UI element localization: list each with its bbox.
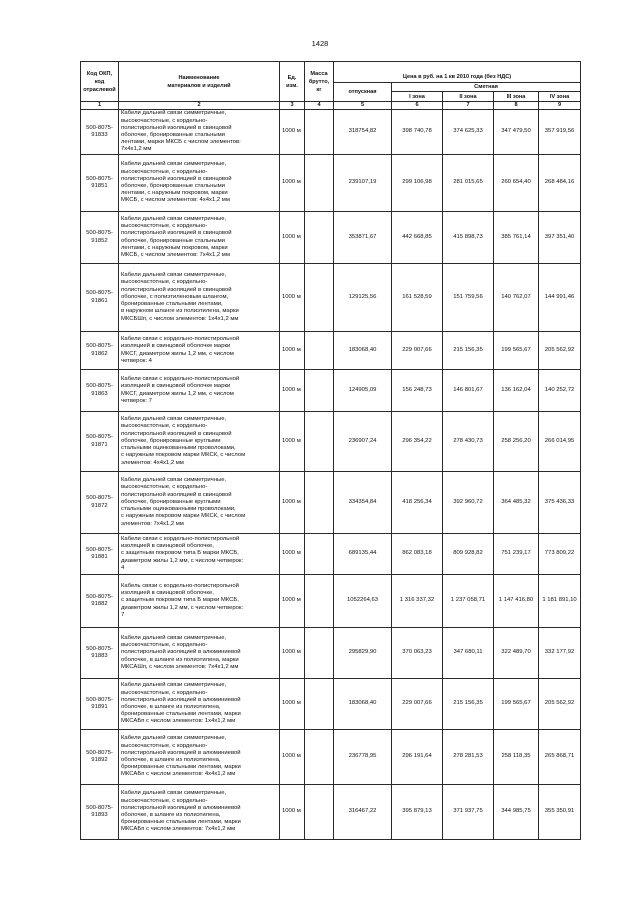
- table-body: [81, 102, 581, 840]
- material-name-line: изоляцией в свинцовой оболочке,: [121, 543, 214, 550]
- header-line: брутто,: [308, 78, 330, 85]
- zone-3-price-cell: 344 985,75: [494, 785, 539, 840]
- material-name-line: Кабели дальней связи симметричные,: [121, 416, 227, 423]
- zone-2-price-cell: 374 625,33: [443, 110, 494, 155]
- column-number: 6: [392, 102, 443, 110]
- material-name-line: изоляцией в свинцовой оболочке марки: [121, 343, 231, 350]
- zone-2-price-cell: 392 960,72: [443, 472, 494, 534]
- okp-code-line: 91881: [91, 554, 108, 560]
- material-name-line: диаметром жилы 1,2 мм, с числом четверок:: [121, 604, 244, 611]
- zone-1-price-cell: 296 354,22: [392, 412, 443, 472]
- table-row: [81, 785, 581, 840]
- material-name-line: полистирольной изоляцией в алюминиевой: [121, 804, 241, 811]
- okp-code-cell: [81, 370, 119, 412]
- material-name-line: 4: [121, 564, 125, 571]
- zone-2-price-cell: 347 680,11: [443, 628, 494, 679]
- zone-2-price-cell: 278 430,73: [443, 412, 494, 472]
- okp-code-cell: [81, 785, 119, 840]
- material-name-line: МКСБ, с числом элементов: 7х4х1,2 мм: [121, 251, 230, 258]
- material-name-line: оболочке, в шланге из полиэтилена,: [121, 812, 221, 818]
- zone-1-price-cell: 299 106,98: [392, 155, 443, 212]
- material-name-cell: [119, 785, 280, 840]
- material-name-cell: [119, 155, 280, 212]
- wholesale-price-cell: 236907,24: [334, 412, 392, 472]
- zone-3-price-cell: 260 654,40: [494, 155, 539, 212]
- unit-header: [280, 62, 305, 102]
- table-row: [81, 155, 581, 212]
- material-name-line: полистирольной изоляцией в свинцовой: [121, 175, 232, 182]
- material-name-line: высокочастотные, с кордельно-: [121, 279, 208, 286]
- zone-4-price-cell: 332 177,92: [539, 628, 581, 679]
- okp-code-line: 500-8075-: [86, 495, 113, 502]
- material-name-line: Кабели дальней связи симметричные,: [121, 634, 227, 641]
- table-row: [81, 212, 581, 264]
- material-name-line: бронированные стальными лентами, марки: [121, 711, 241, 718]
- wholesale-price-cell: 129125,56: [334, 264, 392, 332]
- unit-cell: 1000 м: [280, 628, 305, 679]
- okp-code-line: 500-8075-: [86, 749, 113, 756]
- okp-code-line: 91891: [91, 704, 108, 710]
- unit-cell: 1000 м: [280, 264, 305, 332]
- zone-1-price-cell: 229 007,66: [392, 332, 443, 370]
- wholesale-price-cell: 295829,90: [334, 628, 392, 679]
- material-name-cell: [119, 730, 280, 785]
- okp-code-line: 500-8075-: [86, 804, 113, 811]
- okp-code-line: 500-8075-: [86, 124, 113, 131]
- zone-4-price-cell: 397 351,40: [539, 212, 581, 264]
- zone-3-price-cell: 322 489,70: [494, 628, 539, 679]
- zone-1-price-cell: 161 528,59: [392, 264, 443, 332]
- material-name-cell: [119, 264, 280, 332]
- okp-code-cell: [81, 628, 119, 679]
- header-line: код: [94, 78, 105, 85]
- material-name-line: лентами, с наружным покровом, марки: [121, 190, 228, 197]
- okp-code-line: 91893: [91, 812, 108, 818]
- material-name-cell: [119, 679, 280, 730]
- zone-1-price-cell: 1 316 337,32: [392, 575, 443, 628]
- column-number: 2: [119, 102, 280, 110]
- material-name-cell: [119, 370, 280, 412]
- okp-code-line: 91863: [91, 390, 108, 397]
- material-name-line: высокочастотные, с кордельно-: [121, 223, 208, 230]
- zone-1-price-cell: 395 879,13: [392, 785, 443, 840]
- unit-cell: 1000 м: [280, 575, 305, 628]
- column-number: 9: [539, 102, 581, 110]
- material-name-line: МКСАБп с числом элементов: 7х4х1,2 мм: [121, 826, 236, 833]
- column-number-row: [81, 102, 581, 110]
- table-header: [81, 62, 581, 102]
- okp-code-cell: [81, 155, 119, 212]
- gross-mass-cell: [305, 370, 334, 412]
- table-row: [81, 370, 581, 412]
- zone-3-price-cell: 347 479,50: [494, 110, 539, 155]
- header-row-1: [81, 62, 581, 83]
- material-name-line: Кабели дальней связи симметричные,: [121, 272, 227, 279]
- zone-4-price-cell: 205 562,92: [539, 679, 581, 730]
- material-name-line: Кабель связи с кордельно-полистирольной: [121, 582, 239, 589]
- gross-mass-cell: [305, 730, 334, 785]
- okp-code-line: 500-8075-: [86, 546, 113, 553]
- okp-code-line: 91871: [91, 441, 108, 448]
- zone-3-price-cell: 364 485,32: [494, 472, 539, 534]
- gross-mass-header: [305, 62, 334, 102]
- unit-cell: 1000 м: [280, 370, 305, 412]
- wholesale-price-cell: 316467,22: [334, 785, 392, 840]
- zone-2-price-cell: 281 015,65: [443, 155, 494, 212]
- material-name-line: Кабели связи с кордельно-полистирольной: [121, 376, 240, 383]
- okp-code-line: 500-8075-: [86, 175, 113, 182]
- okp-code-line: 500-8075-: [86, 230, 113, 237]
- gross-mass-cell: [305, 679, 334, 730]
- material-name-line: МКСБШп, с числом элементов: 1х4х1,2 мм: [121, 315, 239, 322]
- price-table: [80, 61, 581, 840]
- price-title-header: Цена в руб. на 1 кв 2010 года (без НДС): [334, 62, 581, 83]
- wholesale-price-cell: 124905,09: [334, 370, 392, 412]
- table-row: [81, 575, 581, 628]
- table-row: [81, 472, 581, 534]
- table-row: [81, 679, 581, 730]
- zone-1-price-cell: 418 256,34: [392, 472, 443, 534]
- gross-mass-cell: [305, 110, 334, 155]
- unit-cell: 1000 м: [280, 212, 305, 264]
- material-name-line: полистирольной изоляцией в алюминиевой: [121, 696, 241, 703]
- zone-1-header: I зона: [392, 92, 443, 102]
- zone-3-header: III зона: [494, 92, 539, 102]
- zone-2-price-cell: 415 898,73: [443, 212, 494, 264]
- material-name-line: с наружным покровом марки МКСК, с числом: [121, 452, 246, 459]
- zone-2-price-cell: 371 937,75: [443, 785, 494, 840]
- column-number: 3: [280, 102, 305, 110]
- zone-4-price-cell: 144 991,46: [539, 264, 581, 332]
- material-name-cell: [119, 534, 280, 575]
- column-number: 4: [305, 102, 334, 110]
- column-number: 7: [443, 102, 494, 110]
- material-name-line: высокочастотные, с кордельно-: [121, 689, 208, 696]
- gross-mass-cell: [305, 575, 334, 628]
- zone-1-price-cell: 398 740,78: [392, 110, 443, 155]
- material-name-line: элементов: 7х4х1,2 мм: [121, 520, 184, 527]
- material-name-line: высокочастотные, с кордельно-: [121, 797, 208, 804]
- material-name-line: Кабели дальней связи симметричные,: [121, 735, 227, 742]
- material-name-line: четверок: 7: [121, 397, 152, 404]
- material-name-line: Кабели дальней связи симметричные,: [121, 682, 227, 689]
- zone-4-price-cell: 268 484,16: [539, 155, 581, 212]
- okp-code-line: 91883: [91, 653, 108, 659]
- okp-code-line: 500-8075-: [86, 434, 113, 441]
- material-name-line: с защитным покровом типа Б марки МКСБ,: [121, 597, 239, 604]
- okp-code-line: 91862: [91, 350, 108, 357]
- okp-code-cell: [81, 110, 119, 155]
- gross-mass-cell: [305, 332, 334, 370]
- material-name-line: в наружном шланге из полиэтилена, марки: [121, 308, 239, 315]
- zone-2-price-cell: 146 801,67: [443, 370, 494, 412]
- material-name-line: полистирольной изоляцией в алюминиевой: [121, 649, 241, 656]
- wholesale-price-cell: 353871,67: [334, 212, 392, 264]
- zone-3-price-cell: 258 118,35: [494, 730, 539, 785]
- zone-2-price-cell: 809 928,82: [443, 534, 494, 575]
- okp-code-cell: [81, 264, 119, 332]
- material-name-line: элементов: 4х4х1,2 мм: [121, 459, 184, 466]
- column-number: 8: [494, 102, 539, 110]
- material-name-line: МКСАБп с числом элементов: 1х4х1,2 мм: [121, 718, 236, 725]
- material-name-line: четверок: 4: [121, 357, 152, 364]
- wholesale-price-cell: 689135,44: [334, 534, 392, 575]
- table-row: [81, 534, 581, 575]
- estimate-price-header: Сметная: [392, 83, 581, 92]
- material-name-cell: [119, 212, 280, 264]
- unit-cell: 1000 м: [280, 332, 305, 370]
- okp-code-line: 91882: [91, 601, 108, 607]
- material-name-line: Кабели дальней связи симметричные,: [121, 110, 227, 117]
- okp-code-line: 91861: [91, 297, 108, 304]
- okp-code-line: 91872: [91, 502, 108, 509]
- okp-code-header: [81, 62, 119, 102]
- zone-3-price-cell: 751 239,17: [494, 534, 539, 575]
- zone-4-price-cell: 140 252,72: [539, 370, 581, 412]
- material-name-header: [119, 62, 280, 102]
- material-name-line: полистирольной изоляцией в свинцовой: [121, 286, 232, 293]
- material-name-line: оболочке, бронированные стальными: [121, 132, 225, 138]
- zone-4-price-cell: 1 181 891,10: [539, 575, 581, 628]
- material-name-line: стальными оцинкованными проволоками,: [121, 445, 236, 452]
- zone-4-price-cell: 355 350,91: [539, 785, 581, 840]
- okp-code-line: 91852: [91, 237, 108, 244]
- page-number: 1428: [311, 39, 329, 48]
- column-number: 5: [334, 102, 392, 110]
- material-name-cell: [119, 332, 280, 370]
- material-name-line: оболочке, бронированные круглыми: [121, 498, 221, 505]
- material-name-line: МКСБ, с числом элементов: 4х4х1,2 мм: [121, 197, 230, 204]
- material-name-line: Кабели связи с кордельно-полистирольной: [121, 336, 240, 343]
- zone-1-price-cell: 156 248,73: [392, 370, 443, 412]
- header-line: Наименование: [178, 74, 220, 81]
- wholesale-price-cell: 239107,19: [334, 155, 392, 212]
- wholesale-price-cell: 236778,95: [334, 730, 392, 785]
- material-name-line: оболочке, бронированные круглыми: [121, 437, 221, 444]
- material-name-cell: [119, 110, 280, 155]
- material-name-line: высокочастотные, с кордельно-: [121, 484, 208, 491]
- material-name-line: оболочке, бронированные стальными: [121, 237, 225, 244]
- okp-code-line: 500-8075-: [86, 343, 113, 350]
- wholesale-price-cell: 183068,40: [334, 332, 392, 370]
- material-name-line: с защитным покровом типа Б марки МКСБ,: [121, 550, 239, 557]
- material-name-line: высокочастотные, с кордельно-: [121, 642, 208, 649]
- zone-2-price-cell: 215 156,35: [443, 679, 494, 730]
- material-name-line: Кабели дальней связи симметричные,: [121, 215, 227, 222]
- material-name-line: оболочке, в шланге из полиэтилена, марки: [121, 656, 239, 663]
- okp-code-cell: [81, 730, 119, 785]
- unit-cell: 1000 м: [280, 730, 305, 785]
- header-line: Масса: [310, 70, 328, 77]
- okp-code-line: 91851: [91, 183, 108, 189]
- gross-mass-cell: [305, 212, 334, 264]
- header-line: изм.: [286, 82, 298, 89]
- okp-code-cell: [81, 534, 119, 575]
- table-row: [81, 730, 581, 785]
- zone-2-price-cell: 151 759,56: [443, 264, 494, 332]
- unit-cell: 1000 м: [280, 679, 305, 730]
- material-name-line: 7х4х1,2 мм: [121, 146, 152, 153]
- material-name-line: лентами, с наружным покровом, марки: [121, 244, 228, 251]
- gross-mass-cell: [305, 628, 334, 679]
- material-name-line: МКСГ, диаметром жилы 1,2 мм, с числом: [121, 390, 234, 397]
- material-name-line: полистирольной изоляцией в свинцовой: [121, 124, 232, 131]
- gross-mass-cell: [305, 412, 334, 472]
- zone-3-price-cell: 140 762,07: [494, 264, 539, 332]
- zone-3-price-cell: 199 565,67: [494, 679, 539, 730]
- gross-mass-cell: [305, 785, 334, 840]
- unit-cell: 1000 м: [280, 412, 305, 472]
- material-name-line: Кабели дальней связи симметричные,: [121, 477, 227, 484]
- zone-3-price-cell: 1 147 416,80: [494, 575, 539, 628]
- unit-cell: 1000 м: [280, 472, 305, 534]
- zone-2-price-cell: 215 156,35: [443, 332, 494, 370]
- wholesale-price-cell: 183068,40: [334, 679, 392, 730]
- zone-4-price-cell: 266 014,95: [539, 412, 581, 472]
- material-name-line: бронированные стальными лентами, марки: [121, 819, 241, 826]
- okp-code-cell: [81, 212, 119, 264]
- material-name-line: Кабели связи с кордельно-полистирольной: [121, 535, 240, 542]
- table-row: [81, 264, 581, 332]
- material-name-cell: [119, 472, 280, 534]
- header-line: материалов и изделий: [167, 82, 231, 89]
- material-name-line: бронированные стальными лентами, марки: [121, 764, 241, 771]
- material-name-cell: [119, 628, 280, 679]
- zone-2-price-cell: 1 237 058,71: [443, 575, 494, 628]
- material-name-line: изоляцией в свинцовой оболочке марки: [121, 383, 231, 390]
- okp-code-line: 500-8075-: [86, 290, 113, 297]
- material-name-cell: [119, 575, 280, 628]
- material-name-line: оболочке, с полиэтиленовым шлангом,: [121, 293, 229, 300]
- zone-2-header: II зона: [443, 92, 494, 102]
- gross-mass-cell: [305, 155, 334, 212]
- okp-code-line: 500-8075-: [86, 593, 113, 600]
- header-line: кг: [316, 86, 322, 93]
- header-line: Код ОКП,: [86, 70, 113, 77]
- okp-code-cell: [81, 472, 119, 534]
- material-name-line: полистирольной изоляцией в свинцовой: [121, 230, 232, 237]
- okp-code-line: 91892: [91, 757, 108, 763]
- material-name-line: 7: [121, 611, 125, 618]
- material-name-line: с наружным покровом марки МКСК, с числом: [121, 513, 246, 520]
- wholesale-price-cell: 334354,84: [334, 472, 392, 534]
- zone-3-price-cell: 385 761,14: [494, 212, 539, 264]
- zone-4-price-cell: 265 868,71: [539, 730, 581, 785]
- table-row: [81, 412, 581, 472]
- material-name-line: диаметром жилы 1,2 мм, с числом четверок:: [121, 557, 244, 564]
- zone-3-price-cell: 258 256,20: [494, 412, 539, 472]
- zone-1-price-cell: 862 083,18: [392, 534, 443, 575]
- zone-4-price-cell: 357 919,56: [539, 110, 581, 155]
- gross-mass-cell: [305, 472, 334, 534]
- material-name-cell: [119, 412, 280, 472]
- gross-mass-cell: [305, 534, 334, 575]
- table-row: [81, 110, 581, 155]
- material-name-line: высокочастотные, с кордельно-: [121, 117, 208, 124]
- material-name-line: оболочке, в шланге из полиэтилена,: [121, 757, 221, 763]
- table-row: [81, 332, 581, 370]
- okp-code-cell: [81, 332, 119, 370]
- material-name-line: высокочастотные, с кордельно-: [121, 168, 208, 175]
- okp-code-cell: [81, 575, 119, 628]
- wholesale-price-header: отпускная: [334, 83, 392, 102]
- okp-code-cell: [81, 679, 119, 730]
- zone-1-price-cell: 229 007,66: [392, 679, 443, 730]
- material-name-line: полистирольной изоляцией в свинцовой: [121, 430, 232, 437]
- material-name-line: МКСГ, диаметром жилы 1,2 мм, с числом: [121, 350, 234, 357]
- unit-cell: 1000 м: [280, 534, 305, 575]
- wholesale-price-cell: 1052264,63: [334, 575, 392, 628]
- material-name-line: полистирольной изоляцией в свинцовой: [121, 491, 232, 498]
- column-number: 1: [81, 102, 119, 110]
- unit-cell: 1000 м: [280, 155, 305, 212]
- material-name-line: МКСАШп, с числом элементов: 7х4х1,2 мм: [121, 663, 239, 670]
- table-row: [81, 628, 581, 679]
- header-line: Ед.: [287, 74, 297, 81]
- okp-code-cell: [81, 412, 119, 472]
- zone-1-price-cell: 370 063,23: [392, 628, 443, 679]
- zone-1-price-cell: 296 191,64: [392, 730, 443, 785]
- material-name-line: оболочке, бронированные стальными: [121, 183, 225, 189]
- material-name-line: лентами, марки МКСБ с числом элементов:: [121, 139, 241, 146]
- material-name-line: высокочастотные, с кордельно-: [121, 742, 208, 749]
- zone-4-price-cell: 773 809,22: [539, 534, 581, 575]
- okp-code-line: 500-8075-: [86, 696, 113, 703]
- zone-3-price-cell: 136 162,04: [494, 370, 539, 412]
- okp-code-line: 500-8075-: [86, 383, 113, 390]
- zone-1-price-cell: 442 668,85: [392, 212, 443, 264]
- zone-3-price-cell: 199 565,67: [494, 332, 539, 370]
- unit-cell: 1000 м: [280, 110, 305, 155]
- zone-4-price-cell: 205 562,92: [539, 332, 581, 370]
- header-line: отраслевой: [83, 86, 116, 93]
- material-name-line: стальными оцинкованными проволоками,: [121, 506, 236, 513]
- material-name-line: бронированные стальными лентами,: [121, 301, 223, 308]
- material-name-line: оболочке, в шланге из полиэтилена,: [121, 704, 221, 710]
- gross-mass-cell: [305, 264, 334, 332]
- unit-cell: 1000 м: [280, 785, 305, 840]
- zone-4-price-cell: 375 436,33: [539, 472, 581, 534]
- zone-4-header: IV зона: [539, 92, 581, 102]
- material-name-line: МКСАБп с числом элементов: 4х4х1,2 мм: [121, 771, 236, 778]
- material-name-line: Кабели дальней связи симметричные,: [121, 161, 227, 168]
- material-name-line: изоляцией в свинцовой оболочке,: [121, 590, 214, 597]
- okp-code-line: 91833: [91, 132, 108, 138]
- material-name-line: Кабели дальней связи симметричные,: [121, 790, 227, 797]
- okp-code-line: 500-8075-: [86, 645, 113, 652]
- zone-2-price-cell: 278 281,53: [443, 730, 494, 785]
- material-name-line: высокочастотные, с кордельно-: [121, 423, 208, 430]
- material-name-line: полистирольной изоляцией в алюминиевой: [121, 749, 241, 756]
- wholesale-price-cell: 318754,82: [334, 110, 392, 155]
